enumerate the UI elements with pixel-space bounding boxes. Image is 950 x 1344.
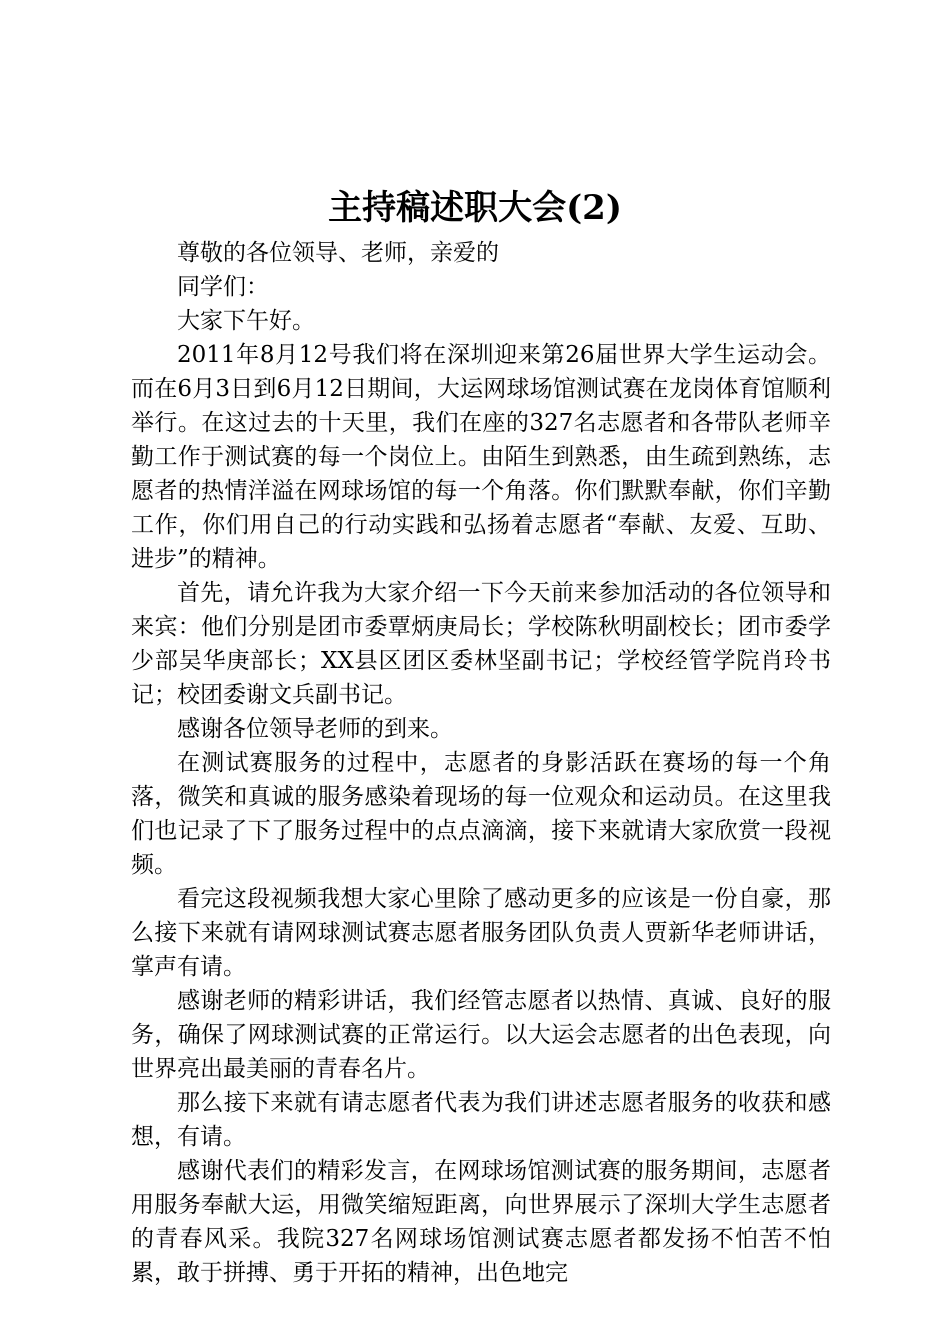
paragraph: 感谢老师的精彩讲话，我们经管志愿者以热情、真诚、良好的服务，确保了网球测试赛的正常运行。以大运会志愿者的出色表现，向世界亮出最美丽的青春名片。 <box>131 988 831 1082</box>
paragraph: 在测试赛服务的过程中，志愿者的身影活跃在赛场的每一个角落，微笑和真诚的服务感染着现场的每一位观众和运动员。在这里我们也记录了下了服务过程中的点点滴滴，接下来就请大家欣赏一段视频。 <box>131 750 831 878</box>
document-body <box>131 236 831 1290</box>
paragraph: 2011年8月12号我们将在深圳迎来第26届世界大学生运动会。而在6月3日到6月12日期间，大运网球场馆测试赛在龙岗体育馆顺利举行。在这过去的十天里，我们在座的327名志愿者和各带队老师辛勤工作于测试赛的每一个岗位上。由陌生到熟悉，由生疏到熟练，志愿者的热情洋溢在网球场馆的每一个角落。你们默默奉献，你们辛勤工作，你们用自己的行动实践和弘扬着志愿者“奉献、友爱、互助、进步”的精神。 <box>131 342 831 572</box>
paragraph: 感谢各位领导老师的到来。 <box>177 716 453 742</box>
document-title: 主持稿述职大会(2) <box>328 188 622 228</box>
paragraph: 感谢代表们的精彩发言，在网球场馆测试赛的服务期间，志愿者用服务奉献大运，用微笑缩短距离，向世界展示了深圳大学生志愿者的青春风采。我院327名网球场馆测试赛志愿者都发扬不怕苦不怕累，敢于拼搏、勇于开拓的精神，出色地完 <box>131 1158 831 1286</box>
paragraph: 大家下午好。 <box>177 308 315 334</box>
paragraph: 尊敬的各位领导、老师，亲爱的 <box>177 240 499 266</box>
paragraph: 那么接下来就有请志愿者代表为我们讲述志愿者服务的收获和感想，有请。 <box>131 1090 831 1150</box>
paragraph: 同学们： <box>177 274 269 300</box>
paragraph: 看完这段视频我想大家心里除了感动更多的应该是一份自豪，那么接下来就有请网球测试赛志愿者服务团队负责人贾新华老师讲话，掌声有请。 <box>131 886 831 980</box>
paragraph: 首先，请允许我为大家介绍一下今天前来参加活动的各位领导和来宾：他们分别是团市委覃炳庚局长；学校陈秋明副校长；团市委学少部吴华庚部长；XX县区团区委林坚副书记；学校经管学院肖玲书记；校团委谢文兵副书记。 <box>131 580 831 708</box>
